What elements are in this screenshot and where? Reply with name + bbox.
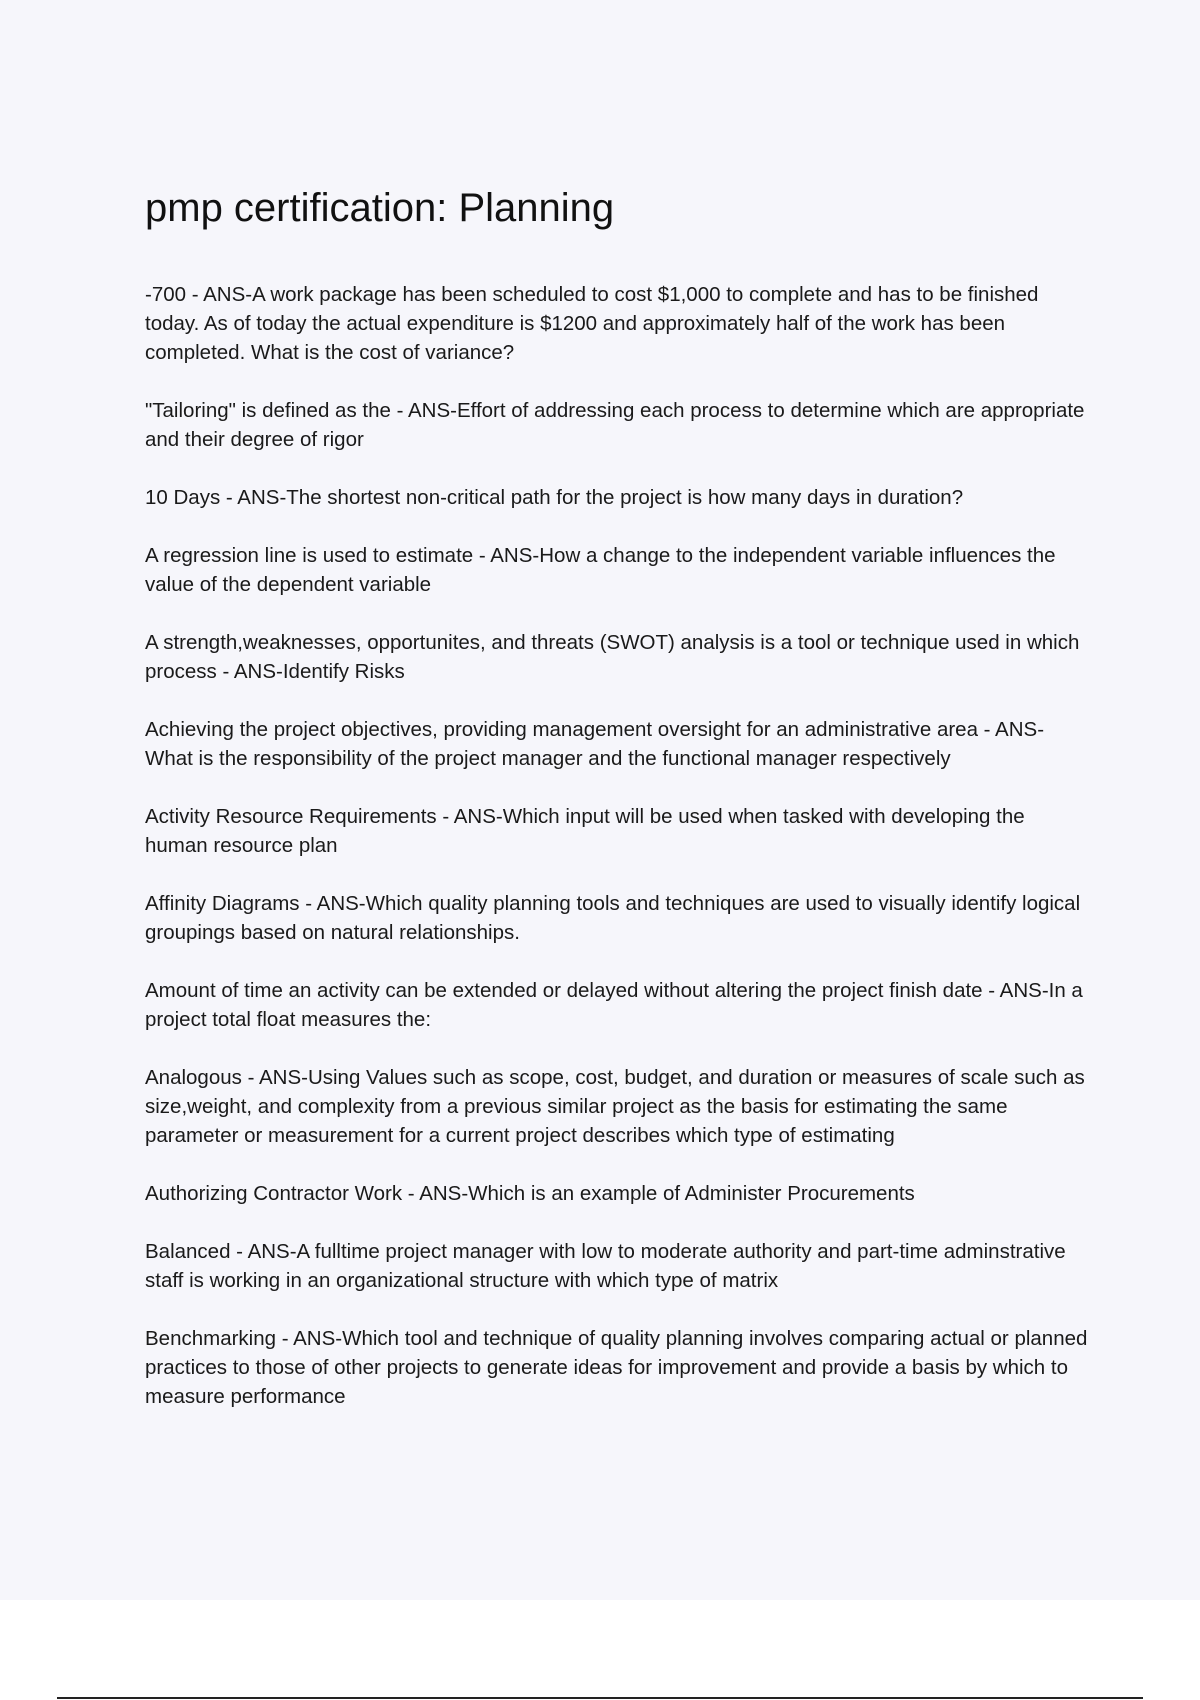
qa-item: -700 - ANS-A work package has been scheduled to cost $1,000 to complete and has to be finished today. As of today the actual expenditure is $1200 and approximately half of the work has been completed. What is the cost of variance? <box>145 283 1039 364</box>
qa-item: A strength,weaknesses, opportunites, and threats (SWOT) analysis is a tool or technique used in which process - ANS-Identify Risks <box>145 631 1080 683</box>
qa-item: Authorizing Contractor Work - ANS-Which is an example of Administer Procurements <box>145 1182 915 1205</box>
qa-item: "Tailoring" is defined as the - ANS-Effort of addressing each process to determine which are appropriate and their degree of rigor <box>145 399 1085 451</box>
bottom-divider <box>57 1697 1143 1699</box>
qa-item: Amount of time an activity can be extended or delayed without altering the project finish date - ANS-In a project total float measures the: <box>145 979 1083 1031</box>
qa-list <box>145 280 1090 1440</box>
qa-item: 10 Days - ANS-The shortest non-critical path for the project is how many days in duration? <box>145 486 964 509</box>
qa-item: Achieving the project objectives, providing management oversight for an administrative area - ANS-What is the responsibility of the project manager and the functional manager respectively <box>145 718 1045 770</box>
page-title: pmp certification: Planning <box>145 186 615 230</box>
qa-item: A regression line is used to estimate - ANS-How a change to the independent variable influences the value of the dependent variable <box>145 544 1056 596</box>
qa-item: Analogous - ANS-Using Values such as scope, cost, budget, and duration or measures of scale such as size,weight, and complexity from a previous similar project as the basis for estimating the same parameter or measurement for a current project describes which type of estimating <box>145 1066 1085 1147</box>
qa-item: Activity Resource Requirements - ANS-Which input will be used when tasked with developing the human resource plan <box>145 805 1025 857</box>
qa-item: Benchmarking - ANS-Which tool and technique of quality planning involves comparing actual or planned practices to those of other projects to generate ideas for improvement and provide a basis by which to measure performance <box>145 1327 1088 1408</box>
qa-item: Balanced - ANS-A fulltime project manager with low to moderate authority and part-time adminstrative staff is working in an organizational structure with which type of matrix <box>145 1240 1066 1292</box>
qa-item: Affinity Diagrams - ANS-Which quality planning tools and techniques are used to visually identify logical groupings based on natural relationships. <box>145 892 1081 944</box>
